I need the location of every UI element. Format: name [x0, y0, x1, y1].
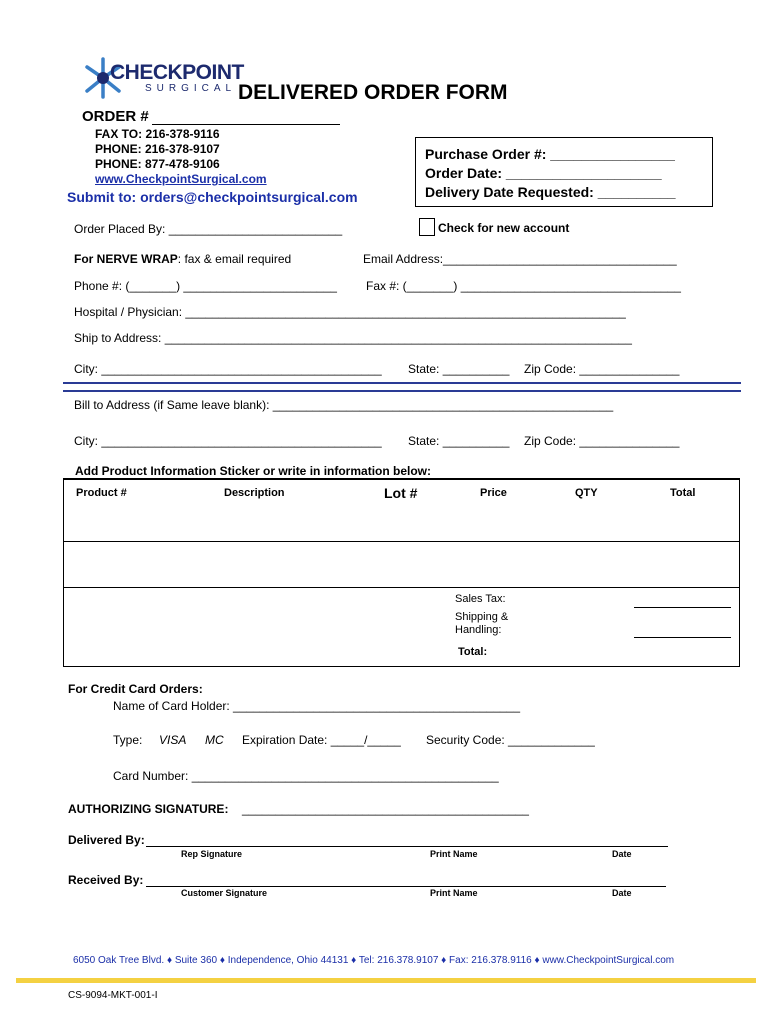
contact-phone-1: PHONE: 216-378-9107 [95, 142, 220, 156]
delivered-print-name-caption: Print Name [430, 849, 478, 859]
col-description: Description [224, 487, 285, 499]
fax-field[interactable]: Fax #: (_______) _________________________________ [366, 279, 681, 293]
delivered-by-line[interactable] [146, 846, 668, 847]
order-date-field[interactable]: Order Date: ____________________ [425, 165, 662, 181]
nerve-wrap-note [74, 252, 291, 266]
ship-city-field[interactable]: City: __________________________________________ [74, 362, 382, 376]
bill-city-field[interactable]: City: __________________________________________ [74, 434, 382, 448]
logo [83, 55, 243, 101]
form-code: CS-9094-MKT-001-I [68, 990, 158, 1001]
col-qty: QTY [575, 487, 598, 499]
bill-to-address-field[interactable]: Bill to Address (if Same leave blank): ___________________________________________________ [74, 398, 614, 412]
card-holder-field[interactable]: Name of Card Holder: ___________________________________________ [113, 699, 521, 713]
received-date-caption: Date [612, 888, 632, 898]
delivered-rep-signature-caption: Rep Signature [181, 849, 243, 859]
po-box [415, 137, 713, 207]
shipping-label-1: Shipping & [455, 611, 509, 623]
logo-sub: SURGICAL [145, 83, 237, 94]
submit-email[interactable]: Submit to: orders@checkpointsurgical.com [67, 189, 358, 205]
footer-bar [16, 978, 756, 983]
ship-zip-field[interactable]: Zip Code: _______________ [524, 362, 680, 376]
security-code-field[interactable]: Security Code: _____________ [426, 733, 595, 747]
logo-name: CHECKPOINT [110, 61, 244, 84]
col-product-number: Product # [76, 487, 127, 499]
contact-fax: FAX TO: 216-378-9116 [95, 127, 220, 141]
total-label: Total: [458, 646, 488, 658]
hospital-physician-field[interactable]: Hospital / Physician: __________________________________________________________________ [74, 305, 626, 319]
received-by-label: Received By: [68, 873, 144, 887]
delivered-by-label: Delivered By: [68, 833, 145, 847]
order-number-line[interactable] [152, 124, 340, 125]
sales-tax-label: Sales Tax: [455, 593, 506, 605]
form-title: DELIVERED ORDER FORM [238, 81, 508, 104]
received-by-line[interactable] [146, 886, 666, 887]
bill-zip-field[interactable]: Zip Code: _______________ [524, 434, 680, 448]
delivered-date-caption: Date [612, 849, 632, 859]
purchase-order-field[interactable]: Purchase Order #: ________________ [425, 146, 675, 162]
shipping-label-2: Handling: [455, 624, 502, 636]
credit-card-heading: For Credit Card Orders: [68, 682, 203, 696]
contact-website-link[interactable]: www.CheckpointSurgical.com [95, 172, 267, 186]
nerve-wrap-rest: : fax & email required [177, 252, 292, 266]
delivery-date-field[interactable]: Delivery Date Requested: __________ [425, 184, 676, 200]
authorizing-signature-field[interactable]: ___________________________________________ [242, 802, 529, 816]
order-placed-by-field[interactable]: Order Placed By: __________________________ [74, 222, 343, 236]
shipping-line[interactable] [634, 637, 731, 638]
section-divider [63, 382, 741, 392]
contact-phone-2: PHONE: 877-478-9106 [95, 157, 220, 171]
new-account-checkbox[interactable] [419, 218, 435, 236]
ship-to-address-field[interactable]: Ship to Address: ______________________________________________________________________ [74, 331, 632, 345]
footer-address: 6050 Oak Tree Blvd. ♦ Suite 360 ♦ Independence, Ohio 44131 ♦ Tel: 216.378.9107 ♦ Fax: 216.378.9116 ♦ www.CheckpointSurgical.com [73, 955, 675, 966]
order-number-label: ORDER # [82, 108, 149, 125]
product-table [63, 478, 740, 667]
authorizing-signature-label: AUTHORIZING SIGNATURE: [68, 802, 229, 816]
col-lot-number: Lot # [384, 485, 418, 501]
product-row-2[interactable] [64, 587, 739, 588]
card-type-visa[interactable]: VISA [159, 733, 187, 747]
card-type-mc[interactable]: MC [205, 733, 224, 747]
received-print-name-caption: Print Name [430, 888, 478, 898]
phone-field[interactable]: Phone #: (_______) _______________________ [74, 279, 337, 293]
card-number-field[interactable]: Card Number: ______________________________________________ [113, 769, 499, 783]
email-field[interactable]: Email Address:___________________________________ [363, 252, 677, 266]
bill-state-field[interactable]: State: __________ [408, 434, 510, 448]
col-total: Total [670, 487, 696, 499]
sales-tax-line[interactable] [634, 607, 731, 608]
new-account-label: Check for new account [438, 221, 570, 235]
product-row-1[interactable] [64, 541, 739, 542]
card-type-label: Type: [113, 733, 143, 747]
expiration-date-field[interactable]: Expiration Date: _____/_____ [242, 733, 401, 747]
received-customer-signature-caption: Customer Signature [181, 888, 268, 898]
ship-state-field[interactable]: State: __________ [408, 362, 510, 376]
nerve-wrap-bold: For NERVE WRAP [74, 252, 178, 266]
col-price: Price [480, 487, 507, 499]
product-section-heading: Add Product Information Sticker or write in information below: [75, 464, 432, 478]
